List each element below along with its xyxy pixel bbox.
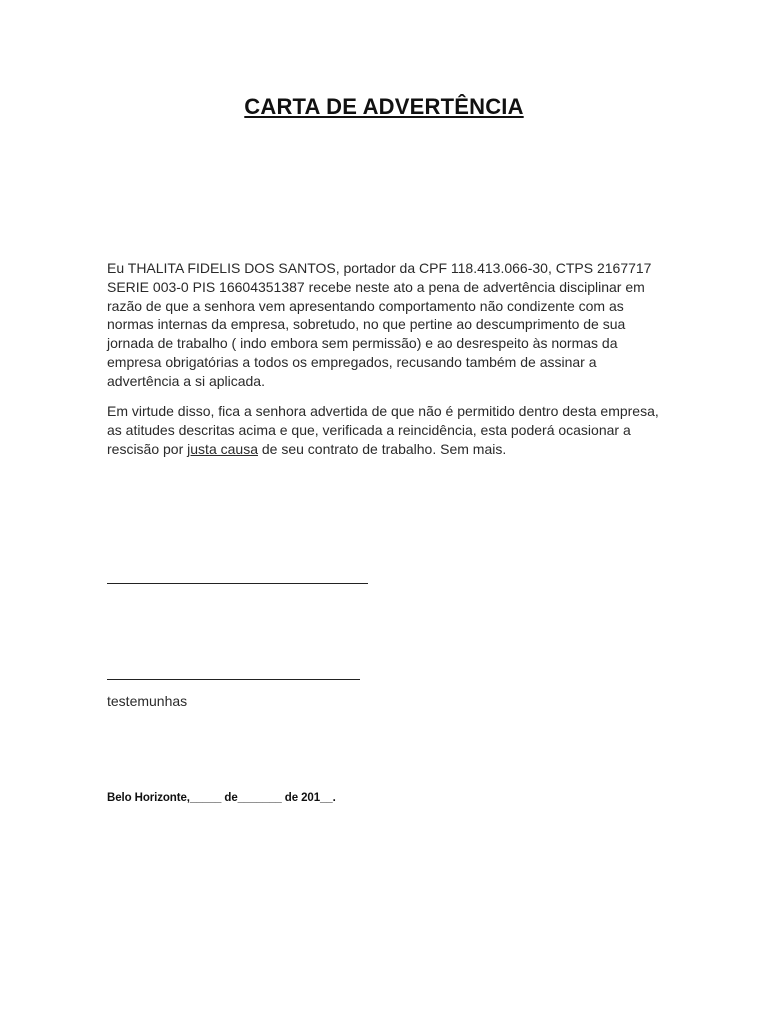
signature-line-1 bbox=[107, 583, 368, 584]
body-paragraph-1: Eu THALITA FIDELIS DOS SANTOS, portador da CPF 118.413.066-30, CTPS 2167717 SERIE 003-0 PIS 16604351387 recebe neste ato a pena de advertência disciplinar em razão de que a senhora vem apresentando comportamento não condizente com as normas internas da empresa, sobretudo, no que pertine ao descumprimento de sua jornada de trabalho ( indo embora sem permissão) e ao desrespeito às normas da empresa obrigatórias a todos os empregados, recusando também de assinar a advertência a si aplicada. bbox=[107, 260, 652, 389]
signature-line-2 bbox=[107, 679, 360, 680]
body-paragraph-2 bbox=[107, 402, 667, 458]
justa-causa-underlined: justa causa bbox=[187, 440, 258, 457]
paragraph-2-text-start: Em virtude disso, fica a senhora advertida de que não é permitido dentro desta empresa, as atitudes descritas acima e que, verificada a reincidência, esta poderá ocasionar a rescisão por bbox=[107, 403, 659, 457]
paragraph-2-text-end: de seu contrato de trabalho. Sem mais. bbox=[257, 440, 507, 457]
place-date-line: Belo Horizonte,_____ de_______ de 201__. bbox=[107, 792, 336, 804]
document-title: CARTA DE ADVERTÊNCIA bbox=[244, 94, 524, 119]
witness-label: testemunhas bbox=[107, 693, 188, 709]
